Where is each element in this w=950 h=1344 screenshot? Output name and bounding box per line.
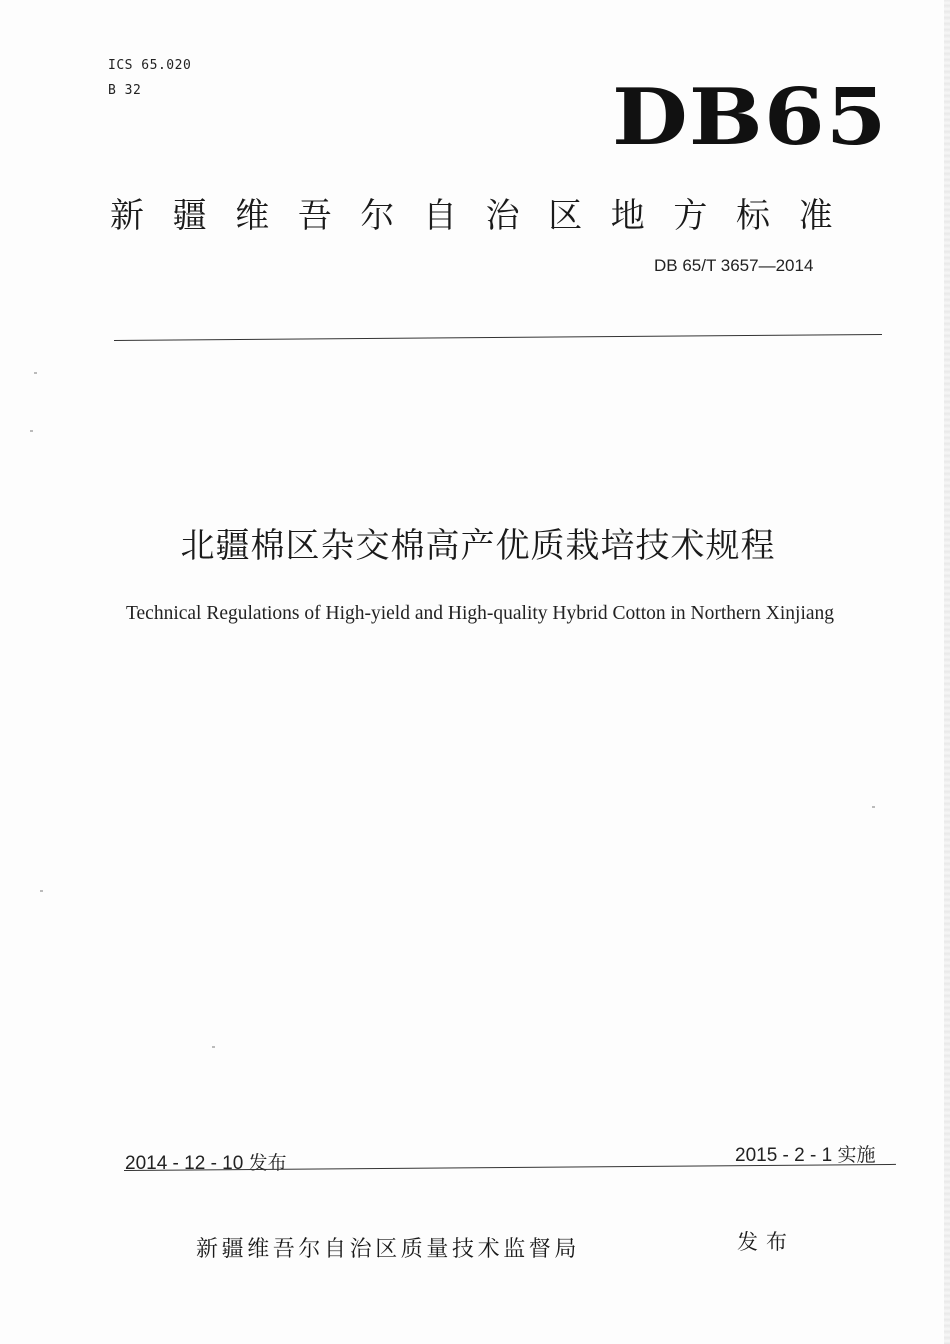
ccs-code: B 32 — [108, 83, 142, 98]
issue-action-label: 发布 — [737, 1230, 795, 1254]
scan-speck — [872, 806, 875, 808]
db65-logo: DB65 — [612, 72, 888, 163]
document-title-chinese: 北疆棉区杂交棉高产优质栽培技术规程 — [180, 526, 776, 566]
standard-type-heading: 新疆维吾尔自治区地方标准 — [110, 196, 862, 236]
document-title-english: Technical Regulations of High-yield and High-quality Hybrid Cotton in Northern Xinjiang — [125, 603, 835, 624]
header-divider — [114, 334, 882, 341]
scan-speck — [40, 890, 43, 892]
issuing-authority: 新疆维吾尔自治区质量技术监督局 — [196, 1237, 581, 1262]
scan-speck — [30, 430, 33, 432]
release-date: 2014 - 12 - 10 发布 — [125, 1153, 287, 1174]
ics-code: ICS 65.020 — [108, 58, 192, 73]
scan-speck — [34, 372, 37, 374]
implementation-date: 2015 - 2 - 1 实施 — [735, 1145, 876, 1166]
scan-edge-shadow — [944, 0, 950, 1344]
scan-speck — [212, 1046, 215, 1048]
standard-number: DB 65/T 3657—2014 — [654, 256, 814, 275]
